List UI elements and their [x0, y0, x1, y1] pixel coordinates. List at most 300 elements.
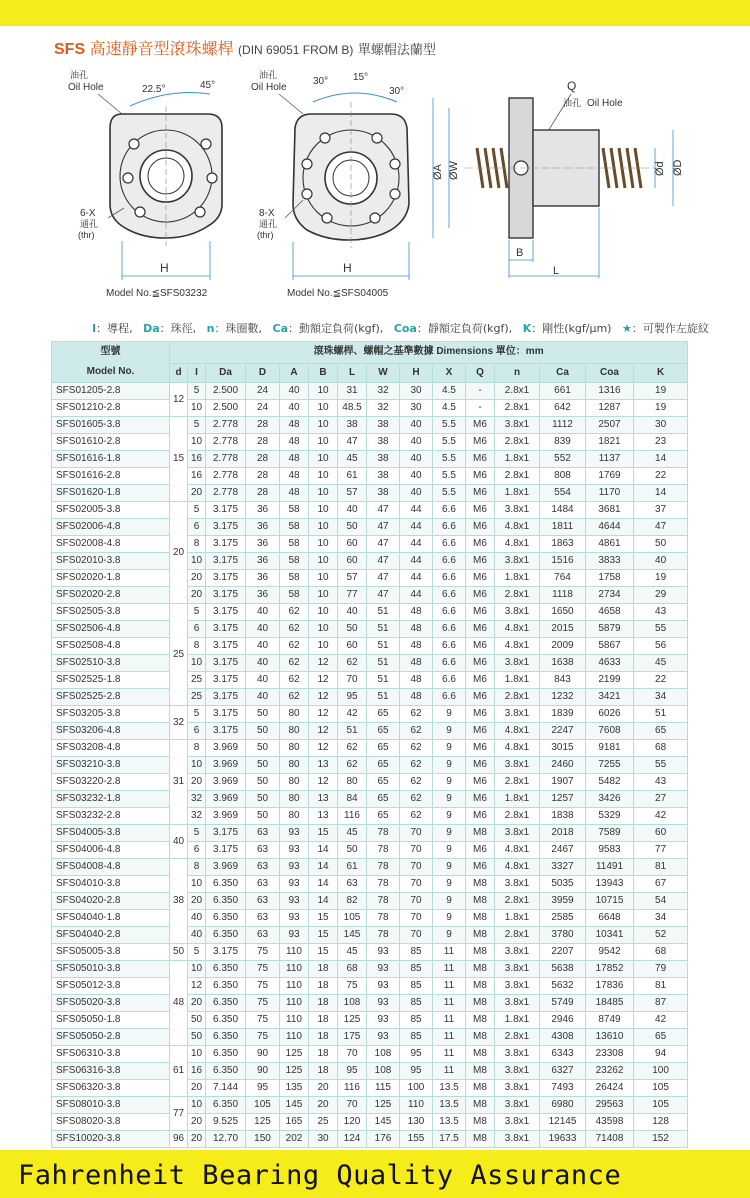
legend-text: ：可製作左旋紋: [631, 322, 709, 335]
table-cell: 2.8x1: [495, 400, 540, 417]
table-cell: 5: [188, 502, 206, 519]
table-cell: 10: [309, 604, 338, 621]
table-cell: 78: [367, 876, 400, 893]
table-cell: M6: [466, 740, 495, 757]
table-cell: 116: [338, 1080, 367, 1097]
table-cell: 70: [338, 1046, 367, 1063]
table-cell: 2.8x1: [495, 927, 540, 944]
table-cell: 93: [367, 961, 400, 978]
table-cell: 51: [338, 723, 367, 740]
table-cell: 18: [309, 1063, 338, 1080]
table-row: [52, 1114, 688, 1131]
table-cell: 44: [400, 536, 433, 553]
model-number-cell: SFS03220-2.8: [52, 774, 170, 791]
table-cell: 65: [367, 706, 400, 723]
table-cell: 63: [246, 927, 280, 944]
table-cell: 130: [400, 1114, 433, 1131]
table-cell: 3.175: [206, 842, 246, 859]
table-row: [52, 740, 688, 757]
table-cell: 3.8x1: [495, 876, 540, 893]
model-number-cell: SFS02525-2.8: [52, 689, 170, 706]
table-cell: 6.6: [433, 621, 466, 638]
table-cell: 13: [309, 791, 338, 808]
table-cell: 40: [246, 604, 280, 621]
model-number-cell: SFS05005-3.8: [52, 944, 170, 961]
oil-hole-cn-label: 油孔: [259, 70, 278, 80]
table-cell: 3.175: [206, 621, 246, 638]
table-cell: 95: [400, 1063, 433, 1080]
table-cell: 6327: [540, 1063, 586, 1080]
table-cell: 77: [338, 587, 367, 604]
through-hole-en: (thr): [257, 230, 274, 240]
table-cell: 63: [246, 876, 280, 893]
table-cell: 10: [309, 383, 338, 400]
shaft-diameter-cell: 40: [170, 825, 188, 859]
model-number-cell: SFS01605-3.8: [52, 417, 170, 434]
table-cell: 28: [246, 417, 280, 434]
table-cell: 3.8x1: [495, 1114, 540, 1131]
table-cell: 145: [280, 1097, 309, 1114]
table-row: [52, 1012, 688, 1029]
table-cell: 4.5: [433, 400, 466, 417]
table-cell: 70: [400, 876, 433, 893]
table-cell: M6: [466, 655, 495, 672]
table-cell: 62: [280, 621, 309, 638]
table-cell: M6: [466, 417, 495, 434]
table-cell: 17.5: [433, 1131, 466, 1148]
a-diameter-label: ØA: [432, 164, 444, 180]
table-row: [52, 689, 688, 706]
legend-key: ★: [621, 322, 632, 335]
table-cell: 6.350: [206, 1097, 246, 1114]
table-cell: 22: [634, 672, 688, 689]
table-cell: 16: [188, 451, 206, 468]
table-cell: 2.8x1: [495, 434, 540, 451]
table-cell: 3.8x1: [495, 978, 540, 995]
table-cell: 47: [634, 519, 688, 536]
table-cell: 2.778: [206, 468, 246, 485]
model-number-cell: SFS01620-1.8: [52, 485, 170, 502]
shaft-diameter-cell: 77: [170, 1097, 188, 1131]
table-row: [52, 995, 688, 1012]
table-cell: 51: [367, 689, 400, 706]
table-cell: 70: [338, 672, 367, 689]
table-cell: 44: [400, 519, 433, 536]
table-cell: 110: [280, 944, 309, 961]
table-cell: 165: [280, 1114, 309, 1131]
table-cell: 3.8x1: [495, 604, 540, 621]
table-cell: 764: [540, 570, 586, 587]
table-cell: M6: [466, 774, 495, 791]
table-cell: 40: [338, 604, 367, 621]
table-cell: 110: [280, 961, 309, 978]
table-cell: 1257: [540, 791, 586, 808]
table-cell: 1811: [540, 519, 586, 536]
table-cell: 6.6: [433, 604, 466, 621]
table-cell: 18: [309, 978, 338, 995]
table-cell: 3.969: [206, 791, 246, 808]
model-number-cell: SFS03232-2.8: [52, 808, 170, 825]
table-cell: 3959: [540, 893, 586, 910]
table-cell: 1118: [540, 587, 586, 604]
table-cell: M8: [466, 944, 495, 961]
table-cell: 5: [188, 604, 206, 621]
table-cell: 51: [367, 604, 400, 621]
table-cell: 2199: [586, 672, 634, 689]
table-cell: M8: [466, 961, 495, 978]
table-cell: 47: [338, 434, 367, 451]
table-cell: 3.8x1: [495, 757, 540, 774]
table-cell: 18: [309, 1012, 338, 1029]
table-cell: 5: [188, 417, 206, 434]
table-cell: 43: [634, 604, 688, 621]
table-cell: 3.8x1: [495, 1046, 540, 1063]
table-cell: 81: [634, 978, 688, 995]
table-cell: 17852: [586, 961, 634, 978]
table-row: [52, 910, 688, 927]
table-row: [52, 536, 688, 553]
table-cell: 128: [634, 1114, 688, 1131]
model-number-cell: SFS02510-3.8: [52, 655, 170, 672]
table-cell: 5867: [586, 638, 634, 655]
table-cell: 75: [246, 978, 280, 995]
table-cell: 30: [400, 400, 433, 417]
table-row: [52, 1029, 688, 1046]
table-row: [52, 417, 688, 434]
table-cell: 78: [367, 859, 400, 876]
through-hole-cn: 通孔: [80, 219, 99, 229]
table-cell: 1821: [586, 434, 634, 451]
table-cell: M8: [466, 995, 495, 1012]
table-row: [52, 672, 688, 689]
table-cell: 1638: [540, 655, 586, 672]
table-cell: 85: [400, 1012, 433, 1029]
table-cell: 62: [400, 808, 433, 825]
table-cell: 57: [338, 570, 367, 587]
table-cell: M6: [466, 434, 495, 451]
legend-key: Da: [143, 322, 160, 335]
table-cell: 110: [280, 1012, 309, 1029]
table-cell: 3421: [586, 689, 634, 706]
table-cell: 40: [634, 553, 688, 570]
table-cell: 1484: [540, 502, 586, 519]
model-number-cell: SFS08020-3.8: [52, 1114, 170, 1131]
table-cell: 42: [338, 706, 367, 723]
table-cell: 45: [338, 944, 367, 961]
table-cell: 20: [188, 995, 206, 1012]
model-number-cell: SFS02005-3.8: [52, 502, 170, 519]
table-cell: 2946: [540, 1012, 586, 1029]
table-cell: -: [466, 400, 495, 417]
table-cell: 13: [309, 757, 338, 774]
table-cell: 6.6: [433, 672, 466, 689]
table-row: [52, 1080, 688, 1097]
model-number-cell: SFS01616-2.8: [52, 468, 170, 485]
table-row: [52, 859, 688, 876]
table-cell: 2507: [586, 417, 634, 434]
table-cell: 3.969: [206, 757, 246, 774]
table-cell: 14: [634, 485, 688, 502]
table-cell: 50: [188, 1029, 206, 1046]
table-cell: 20: [188, 774, 206, 791]
table-row: [52, 723, 688, 740]
table-cell: 10: [309, 536, 338, 553]
table-cell: 3.175: [206, 570, 246, 587]
table-cell: 10: [188, 553, 206, 570]
table-cell: 9.525: [206, 1114, 246, 1131]
table-cell: 10: [188, 655, 206, 672]
table-cell: 9: [433, 842, 466, 859]
angle-label-1: 22.5°: [142, 84, 166, 95]
table-cell: 85: [400, 944, 433, 961]
table-row: [52, 791, 688, 808]
table-cell: 58: [280, 587, 309, 604]
legend-text: ：靜額定負荷(kgf),: [416, 322, 513, 335]
table-cell: 19: [634, 383, 688, 400]
table-cell: 36: [246, 587, 280, 604]
table-cell: M6: [466, 842, 495, 859]
table-cell: 95: [338, 689, 367, 706]
table-cell: 75: [246, 944, 280, 961]
table-cell: 2.778: [206, 434, 246, 451]
table-cell: 2.778: [206, 451, 246, 468]
table-row: [52, 451, 688, 468]
din-standard: (DIN 69051 FROM B): [238, 43, 354, 57]
table-cell: 65: [634, 723, 688, 740]
table-cell: 20: [188, 570, 206, 587]
table-cell: 10: [188, 400, 206, 417]
table-cell: 5632: [540, 978, 586, 995]
table-cell: M8: [466, 1080, 495, 1097]
table-cell: 29: [634, 587, 688, 604]
table-cell: 62: [280, 655, 309, 672]
table-cell: 125: [338, 1012, 367, 1029]
table-cell: 105: [246, 1097, 280, 1114]
table-cell: M6: [466, 689, 495, 706]
table-cell: 47: [367, 502, 400, 519]
column-header: n: [495, 363, 540, 382]
table-cell: 32: [367, 400, 400, 417]
table-cell: 6: [188, 842, 206, 859]
table-cell: 5749: [540, 995, 586, 1012]
table-cell: 63: [246, 825, 280, 842]
table-cell: 26424: [586, 1080, 634, 1097]
table-cell: 110: [400, 1097, 433, 1114]
table-cell: -: [466, 383, 495, 400]
table-cell: 40: [280, 383, 309, 400]
table-cell: 93: [280, 893, 309, 910]
model-number-cell: SFS06310-3.8: [52, 1046, 170, 1063]
table-cell: 2.8x1: [495, 468, 540, 485]
table-cell: 40: [188, 927, 206, 944]
table-cell: 24: [246, 400, 280, 417]
table-cell: 6: [188, 519, 206, 536]
table-cell: 40: [400, 485, 433, 502]
table-cell: 12: [309, 706, 338, 723]
table-cell: 552: [540, 451, 586, 468]
table-cell: 5.5: [433, 451, 466, 468]
table-cell: 1.8x1: [495, 485, 540, 502]
table-row: [52, 468, 688, 485]
table-cell: 50: [338, 621, 367, 638]
table-cell: 87: [634, 995, 688, 1012]
table-cell: 12: [309, 774, 338, 791]
table-cell: 93: [280, 859, 309, 876]
shaft-diameter-cell: 31: [170, 740, 188, 825]
table-cell: 2460: [540, 757, 586, 774]
table-cell: 10: [309, 434, 338, 451]
table-cell: 9: [433, 808, 466, 825]
table-cell: 120: [338, 1114, 367, 1131]
model-number-cell: SFS02010-3.8: [52, 553, 170, 570]
table-cell: 3426: [586, 791, 634, 808]
table-cell: 43598: [586, 1114, 634, 1131]
table-cell: 3015: [540, 740, 586, 757]
table-cell: 42: [634, 1012, 688, 1029]
table-cell: M6: [466, 808, 495, 825]
table-cell: 31: [338, 383, 367, 400]
table-cell: 4633: [586, 655, 634, 672]
model-number-cell: SFS05012-3.8: [52, 978, 170, 995]
model-number-cell: SFS06316-3.8: [52, 1063, 170, 1080]
table-cell: 10: [309, 570, 338, 587]
table-cell: 110: [280, 978, 309, 995]
table-cell: 56: [634, 638, 688, 655]
table-cell: M8: [466, 1046, 495, 1063]
table-cell: 3.969: [206, 808, 246, 825]
table-cell: 20: [188, 485, 206, 502]
table-cell: 93: [280, 876, 309, 893]
table-cell: 62: [280, 604, 309, 621]
table-cell: 13.5: [433, 1114, 466, 1131]
table-cell: 6.6: [433, 587, 466, 604]
table-cell: 50: [634, 536, 688, 553]
table-cell: 1232: [540, 689, 586, 706]
table-cell: 4308: [540, 1029, 586, 1046]
model-number-cell: SFS04040-1.8: [52, 910, 170, 927]
table-cell: 13.5: [433, 1080, 466, 1097]
table-cell: 95: [400, 1046, 433, 1063]
table-cell: 1170: [586, 485, 634, 502]
table-cell: 7608: [586, 723, 634, 740]
table-cell: 6.350: [206, 876, 246, 893]
table-cell: 7493: [540, 1080, 586, 1097]
model-number-cell: SFS02525-1.8: [52, 672, 170, 689]
table-cell: 58: [280, 536, 309, 553]
table-cell: 80: [280, 774, 309, 791]
table-cell: 10: [188, 757, 206, 774]
table-row: [52, 1046, 688, 1063]
table-cell: 18: [309, 1029, 338, 1046]
table-cell: 12: [309, 723, 338, 740]
model-number-cell: SFS03210-3.8: [52, 757, 170, 774]
table-cell: 9: [433, 791, 466, 808]
table-cell: 125: [280, 1063, 309, 1080]
table-cell: 93: [280, 927, 309, 944]
table-cell: 19: [634, 570, 688, 587]
table-cell: 11: [433, 1046, 466, 1063]
table-cell: 80: [280, 791, 309, 808]
model-number-cell: SFS05010-3.8: [52, 961, 170, 978]
table-cell: 71408: [586, 1131, 634, 1148]
table-cell: 62: [280, 689, 309, 706]
table-cell: 155: [400, 1131, 433, 1148]
hole-count-label: 8-X: [259, 208, 275, 219]
table-cell: 40: [400, 468, 433, 485]
table-cell: 15: [309, 910, 338, 927]
table-cell: M8: [466, 910, 495, 927]
table-cell: 1863: [540, 536, 586, 553]
model-number-cell: SFS03205-3.8: [52, 706, 170, 723]
table-row: [52, 519, 688, 536]
table-cell: 40: [280, 400, 309, 417]
table-cell: 1516: [540, 553, 586, 570]
table-cell: 3.8x1: [495, 961, 540, 978]
table-cell: 6.6: [433, 655, 466, 672]
specification-table: [51, 341, 688, 1148]
model-number-cell: SFS03232-1.8: [52, 791, 170, 808]
table-cell: 2.8x1: [495, 808, 540, 825]
table-cell: 10: [309, 485, 338, 502]
table-cell: 50: [338, 842, 367, 859]
table-cell: 18485: [586, 995, 634, 1012]
table-cell: 8749: [586, 1012, 634, 1029]
table-cell: 62: [280, 672, 309, 689]
table-cell: 2018: [540, 825, 586, 842]
table-cell: 63: [246, 842, 280, 859]
table-cell: 68: [338, 961, 367, 978]
table-row: [52, 621, 688, 638]
table-cell: 93: [280, 825, 309, 842]
table-cell: 10: [188, 434, 206, 451]
table-cell: 65: [634, 1029, 688, 1046]
table-cell: 4.8x1: [495, 723, 540, 740]
l-dimension-label: L: [553, 265, 560, 277]
table-cell: 50: [188, 1012, 206, 1029]
table-cell: 6.350: [206, 927, 246, 944]
table-cell: 6.6: [433, 519, 466, 536]
table-cell: 9: [433, 706, 466, 723]
table-row: [52, 400, 688, 417]
model-number-cell: SFS04020-2.8: [52, 893, 170, 910]
table-cell: 32: [188, 808, 206, 825]
table-cell: 25: [309, 1114, 338, 1131]
table-cell: 60: [634, 825, 688, 842]
table-cell: 55: [634, 757, 688, 774]
model-number-cell: SFS06320-3.8: [52, 1080, 170, 1097]
table-cell: 108: [367, 1063, 400, 1080]
table-cell: 84: [338, 791, 367, 808]
legend-key: Coa: [393, 322, 417, 335]
table-cell: 48: [400, 638, 433, 655]
table-cell: 34: [634, 689, 688, 706]
table-cell: M6: [466, 485, 495, 502]
table-cell: 75: [246, 1029, 280, 1046]
table-cell: 4.5: [433, 383, 466, 400]
table-cell: 62: [400, 740, 433, 757]
table-cell: 4.8x1: [495, 740, 540, 757]
table-cell: 4.8x1: [495, 519, 540, 536]
table-cell: 93: [367, 1012, 400, 1029]
table-cell: 85: [400, 1029, 433, 1046]
model-number-cell: SFS01210-2.8: [52, 400, 170, 417]
table-cell: M8: [466, 1114, 495, 1131]
b-dimension-label: B: [516, 247, 524, 259]
table-cell: 38: [338, 417, 367, 434]
table-cell: 63: [246, 893, 280, 910]
table-cell: 28: [246, 434, 280, 451]
table-cell: 3.175: [206, 689, 246, 706]
